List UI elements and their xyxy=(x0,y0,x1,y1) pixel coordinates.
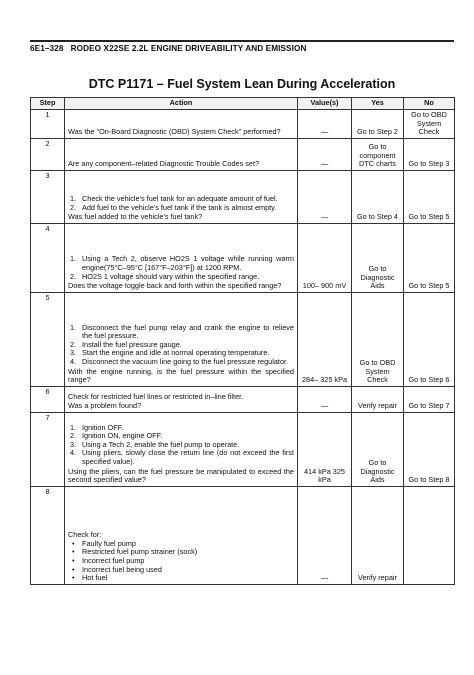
no-cell: Go to Step 7 xyxy=(404,386,455,412)
action-cell xyxy=(65,223,298,292)
step-text: Check the vehicle's fuel tank for an adequate amount of fuel. xyxy=(82,194,278,203)
table-row xyxy=(31,412,455,486)
step-number: 3. xyxy=(70,439,77,449)
action-step-item xyxy=(68,273,294,282)
step-number: 2. xyxy=(70,271,77,281)
step-text: Disconnect the fuel pump relay and crank the engine to relieve the fuel pressure. xyxy=(82,322,294,341)
value-cell: — xyxy=(298,170,352,223)
step-number: 1. xyxy=(70,422,77,432)
action-question: Using the pliers, can the fuel pressure be manipulated to exceed the second specified value? xyxy=(68,466,294,485)
step-cell: 2 xyxy=(31,138,65,170)
check-item xyxy=(68,574,294,583)
step-text: Ignition OFF. xyxy=(82,422,124,432)
yes-cell: Go to component DTC charts xyxy=(352,138,404,170)
no-cell: Go to Step 3 xyxy=(404,138,455,170)
col-header-action: Action xyxy=(65,98,298,110)
table-header-row xyxy=(31,98,455,110)
step-text: HO2S 1 voltage should vary within the specified range. xyxy=(82,271,260,281)
no-cell: Go to Step 5 xyxy=(404,223,455,292)
step-cell: 4 xyxy=(31,223,65,292)
action-cell xyxy=(65,292,298,386)
value-cell: 100– 900 mV xyxy=(298,223,352,292)
page-code: 6E1–328 xyxy=(30,44,64,53)
value-cell: 284– 325 kPa xyxy=(298,292,352,386)
step-cell: 6 xyxy=(31,386,65,412)
bullet-icon: • xyxy=(72,547,75,557)
step-number: 4. xyxy=(70,448,77,458)
col-header-values: Value(s) xyxy=(298,98,352,110)
table-row xyxy=(31,386,455,412)
step-number: 2. xyxy=(70,339,77,349)
value-cell: — xyxy=(298,386,352,412)
step-number: 1. xyxy=(70,254,77,264)
header-rule xyxy=(30,40,454,42)
value-cell: 414 kPa 325 kPa xyxy=(298,412,352,486)
step-text: Using pliers, slowly close the return line (do not exceed the first specified value). xyxy=(82,448,294,466)
action-question: Was the "On-Board Diagnostic (OBD) System Check" performed? xyxy=(68,127,281,137)
no-cell: Go to Step 6 xyxy=(404,292,455,386)
action-question: With the engine running, is the fuel pressure within the specified range? xyxy=(68,366,294,385)
step-text: Start the engine and idle at normal operating temperature. xyxy=(82,348,270,358)
action-cell xyxy=(65,386,298,412)
step-cell: 3 xyxy=(31,170,65,223)
action-question: Was a problem found? xyxy=(68,401,142,411)
action-cell xyxy=(65,412,298,486)
action-cell xyxy=(65,170,298,223)
yes-cell: Go to OBD System Check xyxy=(352,292,404,386)
yes-cell: Go to Diagnostic Aids xyxy=(352,223,404,292)
bullet-icon: • xyxy=(72,556,75,565)
table-row xyxy=(31,292,455,386)
action-cell xyxy=(65,138,298,170)
bullet-icon: • xyxy=(72,573,75,583)
step-number: 1. xyxy=(70,322,77,332)
check-item-text: Restricted fuel pump strainer (sock) xyxy=(82,547,198,557)
yes-cell: Go to Step 2 xyxy=(352,110,404,139)
action-question: Are any component–related Diagnostic Trouble Codes set? xyxy=(68,159,260,169)
step-number: 2. xyxy=(70,202,77,212)
no-cell: Go to Step 8 xyxy=(404,412,455,486)
col-header-yes: Yes xyxy=(352,98,404,110)
action-step-item xyxy=(68,358,294,367)
action-text: Check for restricted fuel lines or restricted in–line filter. xyxy=(68,391,244,401)
yes-cell: Go to Step 4 xyxy=(352,170,404,223)
value-cell: — xyxy=(298,138,352,170)
step-text: Disconnect the vacuum line going to the fuel pressure regulator. xyxy=(82,357,289,366)
step-number: 3. xyxy=(70,348,77,358)
action-question: Was fuel added to the vehicle's fuel tank? xyxy=(68,212,203,222)
dtc-title: DTC P1171 – Fuel System Lean During Acceleration xyxy=(88,77,396,91)
check-item-text: Incorrect fuel being used xyxy=(82,564,162,574)
step-cell: 5 xyxy=(31,292,65,386)
no-cell: Go to OBD System Check xyxy=(404,110,455,139)
action-step-item xyxy=(68,449,294,466)
section-title: RODEO X22SE 2.2L ENGINE DRIVEABILITY AND EMISSION xyxy=(70,44,307,53)
yes-cell: Go to Diagnostic Aids xyxy=(352,412,404,486)
bullet-icon: • xyxy=(72,564,75,574)
check-item-text: Hot fuel xyxy=(82,573,108,583)
action-question: Does the voltage toggle back and forth within the specified range? xyxy=(68,281,282,291)
value-cell: — xyxy=(298,486,352,584)
col-header-no: No xyxy=(404,98,455,110)
bullet-icon: • xyxy=(72,538,75,548)
step-text: Ignition ON, engine OFF. xyxy=(82,431,163,441)
table-row xyxy=(31,138,455,170)
step-text: Using a Tech 2, enable the fuel pump to operate. xyxy=(82,439,240,449)
action-cell xyxy=(65,486,298,584)
action-step-item xyxy=(68,324,294,341)
action-cell xyxy=(65,110,298,139)
step-cell: 7 xyxy=(31,412,65,486)
step-text: Add fuel to the vehicle's fuel tank if the tank is almost empty. xyxy=(82,202,277,212)
action-text: Check for: xyxy=(68,530,102,540)
step-text: Install the fuel pressure gauge. xyxy=(82,339,182,349)
no-cell xyxy=(404,486,455,584)
action-step-item xyxy=(68,204,294,213)
step-number: 1. xyxy=(70,194,77,203)
running-header xyxy=(30,44,454,53)
step-text: Using a Tech 2, observe HO2S 1 voltage while running warm engine(75°C–95°C [167°F–203°F]) at 1200 RPM. xyxy=(82,254,294,272)
table-row xyxy=(31,170,455,223)
diagnostic-table xyxy=(30,97,455,585)
step-cell: 1 xyxy=(31,110,65,139)
step-cell: 8 xyxy=(31,486,65,584)
step-number: 4. xyxy=(70,357,77,366)
check-item-text: Faulty fuel pump xyxy=(82,538,136,548)
table-row xyxy=(31,486,455,584)
action-step-item xyxy=(68,255,294,272)
yes-cell: Verify repair xyxy=(352,386,404,412)
table-row xyxy=(31,110,455,139)
yes-cell: Verify repair xyxy=(352,486,404,584)
table-row xyxy=(31,223,455,292)
check-item-text: Incorrect fuel pump xyxy=(82,556,145,565)
value-cell: — xyxy=(298,110,352,139)
step-number: 2. xyxy=(70,431,77,441)
no-cell: Go to Step 5 xyxy=(404,170,455,223)
col-header-step: Step xyxy=(31,98,65,110)
